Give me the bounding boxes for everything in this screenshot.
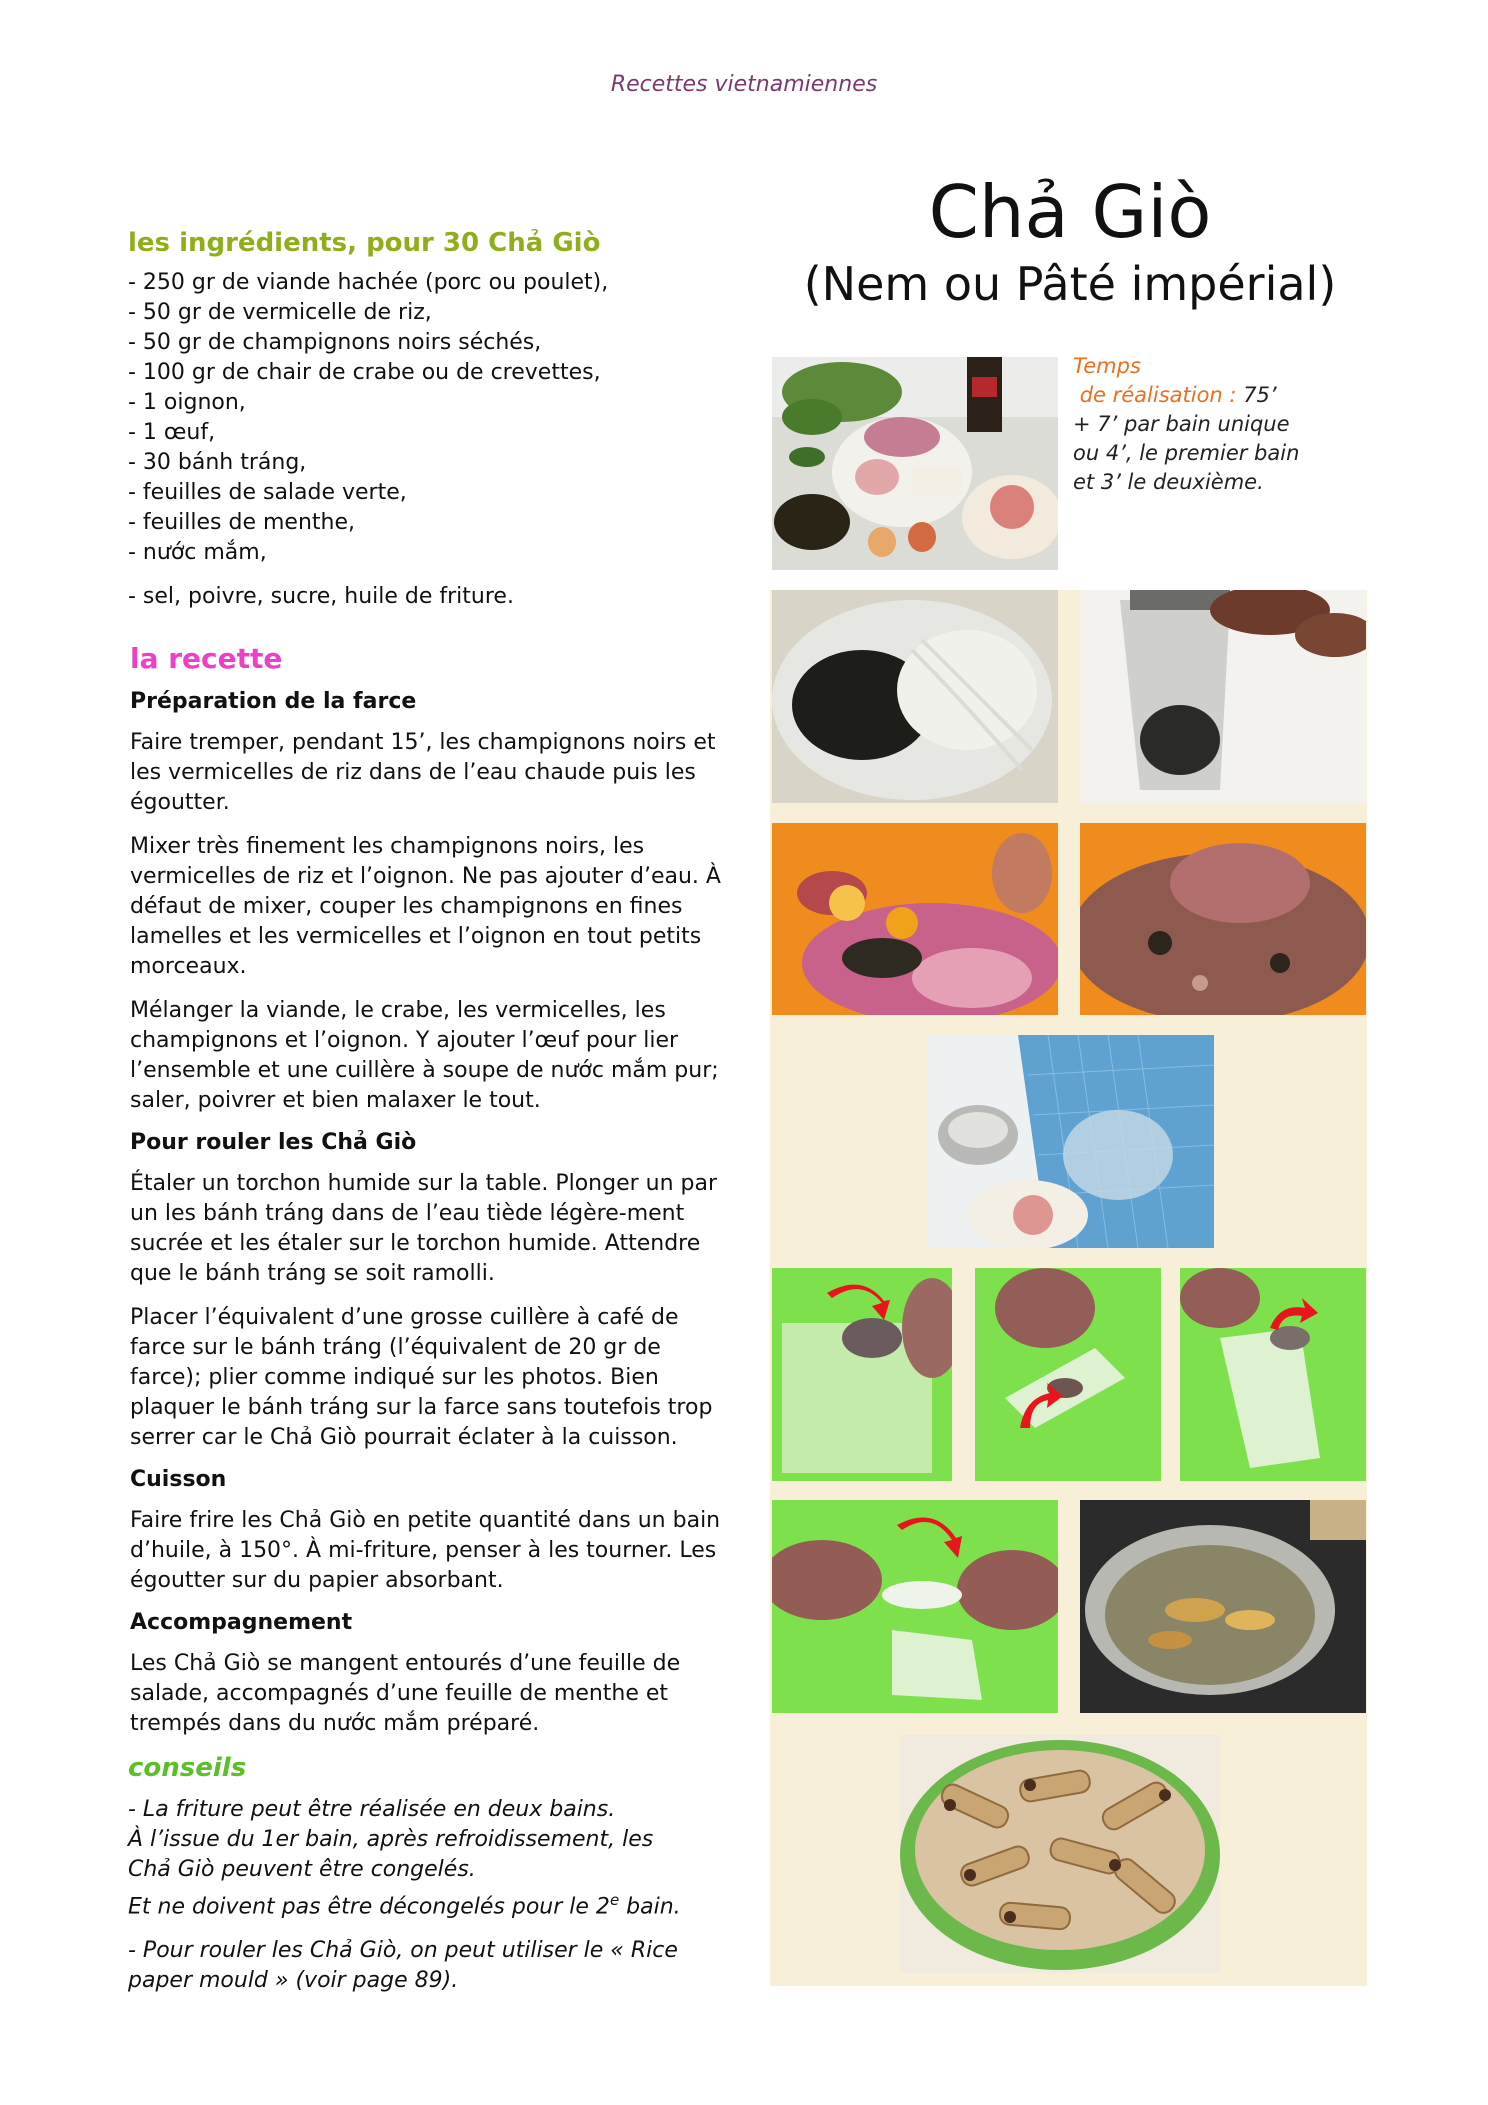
timing-line-4: et 3’ le deuxième. bbox=[1073, 470, 1264, 494]
tip-1-line-1: - La friture peut être réalisée en deux bains. bbox=[128, 1797, 616, 1822]
timing-value: 75’ bbox=[1243, 383, 1277, 407]
recipe-title-block bbox=[760, 170, 1380, 314]
cook-title: Cuisson bbox=[130, 1467, 227, 1492]
tip-1-line-4a: Et ne doivent pas être décongelés pour le 2 bbox=[128, 1894, 610, 1920]
tip-1-line-4 bbox=[128, 1885, 728, 1922]
rolling-step-3-photo bbox=[1180, 1268, 1366, 1481]
tips-heading: conseils bbox=[128, 1753, 247, 1783]
prep-title: Préparation de la farce bbox=[130, 689, 417, 714]
roll-paragraph-2: Placer l’équivalent d’une grosse cuillère à café de farce sur le bánh tráng (l’équivalent de 20 gr de farce); plier comme indiqué sur les photos. Bien plaquer le bánh tráng sur la farce sans toutefois trop serrer car le Chả Giò pourrait éclater à la cuisson. bbox=[130, 1305, 713, 1450]
kneading-photo bbox=[1080, 823, 1366, 1015]
ingredient-item: - 1 œuf, bbox=[128, 420, 216, 445]
ingredient-item-last: - sel, poivre, sucre, huile de friture. bbox=[128, 584, 514, 609]
timing-label-1: Temps bbox=[1073, 354, 1141, 378]
ingredient-item: - 250 gr de viande hachée (porc ou poulet), bbox=[128, 270, 609, 295]
egg-mixing-photo bbox=[772, 823, 1058, 1015]
ingredients-list bbox=[128, 268, 728, 568]
roll-paragraph-1: Étaler un torchon humide sur la table. Plonger un par un les bánh tráng dans de l’eau tiède légère-ment sucrée et les étaler sur le torchon humide. Attendre que le bánh tráng se soit ramolli. bbox=[130, 1171, 718, 1286]
tip-1-line-3: Chả Giò peuvent être congelés. bbox=[128, 1857, 476, 1882]
prep-paragraph-2: Mixer très finement les champignons noirs, les vermicelles de riz et l’oignon. Ne pas ajouter d’eau. À défaut de mixer, couper les champignons en fines lamelles et les vermicelles et l’oignon en tout petits morceaux. bbox=[130, 834, 721, 979]
ingredient-item: - 50 gr de champignons noirs séchés, bbox=[128, 330, 542, 355]
timing-line-2: + 7’ par bain unique bbox=[1073, 412, 1290, 436]
ingredients-photo bbox=[772, 357, 1058, 570]
prep-paragraph-1: Faire tremper, pendant 15’, les champignons noirs et les vermicelles de riz dans de l’eau chaude puis les égoutter. bbox=[130, 730, 716, 815]
rolling-step-2-photo bbox=[975, 1268, 1161, 1481]
frying-photo bbox=[1080, 1500, 1366, 1713]
timing-line-3: ou 4’, le premier bain bbox=[1073, 441, 1300, 465]
ingredient-item: - 100 gr de chair de crabe ou de crevettes, bbox=[128, 360, 601, 385]
tip-1 bbox=[128, 1795, 728, 1922]
page-header: Recettes vietnamiennes bbox=[610, 72, 878, 97]
text-column bbox=[128, 228, 728, 2010]
roll-title: Pour rouler les Chả Giò bbox=[130, 1130, 417, 1155]
timing-line-1 bbox=[1073, 381, 1333, 410]
finished-cha-gio-photo bbox=[900, 1735, 1220, 1973]
recipe-subtitle: (Nem ou Pâté impérial) bbox=[803, 257, 1337, 311]
ingredient-item: - nước mắm, bbox=[128, 540, 267, 565]
recipe-title: Chả Giò bbox=[928, 170, 1212, 254]
ingredients-heading: les ingrédients, pour 30 Chả Giò bbox=[128, 228, 601, 258]
rice-paper-photo bbox=[928, 1035, 1214, 1248]
tip-1-line-2: À l’issue du 1er bain, après refroidissement, les bbox=[128, 1827, 654, 1852]
ingredient-item: - feuilles de salade verte, bbox=[128, 480, 407, 505]
rolling-step-4-photo bbox=[772, 1500, 1058, 1713]
recipe-heading: la recette bbox=[130, 642, 283, 675]
serve-title: Accompagnement bbox=[130, 1610, 353, 1635]
ingredient-item: - 1 oignon, bbox=[128, 390, 246, 415]
prep-paragraph-3: Mélanger la viande, le crabe, les vermicelles, les champignons et l’oignon. Y ajouter l’œuf pour lier l’ensemble et une cuillère à soupe de nước mắm pur; saler, poivrer et bien malaxer le tout. bbox=[130, 998, 719, 1113]
soaking-photo bbox=[772, 590, 1058, 803]
ingredient-item: - 30 bánh tráng, bbox=[128, 450, 307, 475]
tip-2: - Pour rouler les Chả Giò, on peut utiliser le « Rice paper mould » (voir page 89). bbox=[128, 1938, 678, 1994]
timing-block bbox=[1073, 352, 1333, 497]
ingredient-item: - 50 gr de vermicelle de riz, bbox=[128, 300, 432, 325]
ingredient-item: - feuilles de menthe, bbox=[128, 510, 355, 535]
serve-paragraph: Les Chả Giò se mangent entourés d’une feuille de salade, accompagnés d’une feuille de menthe et trempés dans du nước mắm préparé. bbox=[130, 1651, 681, 1736]
tip-1-superscript: e bbox=[609, 1891, 620, 1909]
cook-paragraph: Faire frire les Chả Giò en petite quantité dans un bain d’huile, à 150°. À mi-friture, penser à les tourner. Les égoutter sur du papier absorbant. bbox=[130, 1508, 721, 1593]
timing-label-2: de réalisation : bbox=[1079, 383, 1237, 407]
blender-photo bbox=[1080, 590, 1366, 803]
tip-1-line-4b: bain. bbox=[619, 1894, 681, 1920]
rolling-step-1-photo bbox=[772, 1268, 952, 1481]
